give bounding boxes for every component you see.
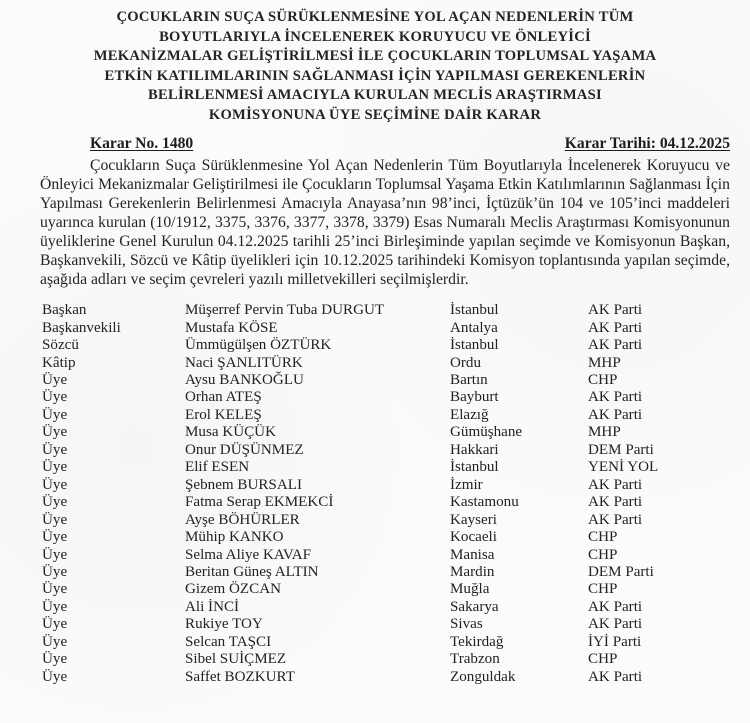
member-party: MHP — [588, 354, 621, 371]
member-party: DEM Parti — [588, 441, 654, 458]
member-party: CHP — [588, 651, 618, 668]
member-role: Başkanvekili — [42, 319, 121, 336]
decision-number: Karar No. 1480 — [90, 134, 194, 152]
member-name: Beritan Güneş ALTIN — [185, 564, 319, 581]
member-row — [42, 669, 732, 686]
member-party: CHP — [588, 372, 618, 389]
title-line-5: BELİRLENMESİ AMACIYLA KURULAN MECLİS ARAŞTIRMASI — [148, 87, 602, 104]
member-party: CHP — [588, 546, 618, 563]
member-party: AK Parti — [588, 337, 643, 354]
member-province: Sivas — [450, 616, 483, 633]
member-party: AK Parti — [588, 494, 643, 511]
member-role: Üye — [42, 424, 68, 441]
member-name: Fatma Serap EKMEKCİ — [185, 494, 334, 511]
member-party: AK Parti — [588, 389, 643, 406]
member-role: Kâtip — [42, 354, 76, 371]
member-province: Antalya — [450, 319, 498, 336]
member-party: AK Parti — [588, 319, 643, 336]
member-party: CHP — [588, 581, 618, 598]
member-name: Ayşe BÖHÜRLER — [185, 511, 300, 528]
member-row — [42, 616, 732, 633]
member-role: Üye — [42, 494, 68, 511]
member-province: Manisa — [450, 546, 495, 563]
member-party: MHP — [588, 424, 621, 441]
member-name: Erol KELEŞ — [185, 406, 262, 423]
member-name: Ümmügülşen ÖZTÜRK — [185, 337, 332, 354]
member-row — [42, 512, 732, 529]
member-row — [42, 355, 732, 372]
member-row — [42, 320, 732, 337]
member-name: Ali İNCİ — [185, 598, 240, 615]
member-province: Bartın — [450, 372, 488, 389]
decision-body-paragraph: Çocukların Suça Sürüklenmesine Yol Açan Nedenlerin Tüm Boyutlarıyla İncelenerek Koruyucu ve Önleyici Mekanizmalar Geliştirilmesi ile Çocukların Toplumsal Yaşama Etkin Katılımlarının Sağlanması İçin Yapılması Gerekenlerin Belirlenmesi Amacıyla Anayasa’nın 98’inci, İçtüzük’ün 104 ve 105’inci maddeleri uyarınca kurulan (10/1912, 3375, 3376, 3377, 3378, 3379) Esas Numaralı Meclis Araştırması Komisyonunun üyeliklerine Genel Kurulun 04.12.2025 tarihli 25’inci Birleşiminde yapılan seçimde ve Komisyonun Başkan, Başkanvekili, Sözcü ve Kâtip üyelikleri için 10.12.2025 tarihindeki Komisyon toplantısında yapılan seçimde, aşağıda adları ve seçim çevreleri yazılı milletvekilleri seçilmişlerdir. — [40, 156, 730, 289]
member-party: AK Parti — [588, 616, 643, 633]
member-row — [42, 581, 732, 598]
member-name: Sibel SUİÇMEZ — [185, 651, 287, 668]
member-name: Musa KÜÇÜK — [185, 424, 276, 441]
member-name: Gizem ÖZCAN — [185, 581, 281, 598]
member-province: Gümüşhane — [450, 424, 523, 441]
member-row — [42, 494, 732, 511]
member-role: Üye — [42, 459, 68, 476]
member-party: AK Parti — [588, 511, 643, 528]
member-province: Mardin — [450, 564, 495, 581]
member-row — [42, 547, 732, 564]
member-row — [42, 302, 732, 319]
member-province: Bayburt — [450, 389, 499, 406]
member-role: Üye — [42, 511, 68, 528]
member-role: Üye — [42, 668, 68, 685]
member-row — [42, 337, 732, 354]
member-row — [42, 372, 732, 389]
member-party: CHP — [588, 529, 618, 546]
decision-meta-row — [90, 135, 730, 153]
member-name: Orhan ATEŞ — [185, 389, 262, 406]
decision-date: Karar Tarihi: 04.12.2025 — [564, 134, 730, 152]
title-line-3: MEKANİZMALAR GELİŞTİRİLMESİ İLE ÇOCUKLARIN TOPLUMSAL YAŞAMA — [93, 48, 657, 65]
member-row — [42, 477, 732, 494]
member-province: Sakarya — [450, 598, 499, 615]
member-party: YENİ YOL — [588, 459, 659, 476]
member-party: İYİ Parti — [588, 633, 642, 650]
member-row — [42, 599, 732, 616]
member-party: AK Parti — [588, 476, 643, 493]
member-name: Selma Aliye KAVAF — [185, 546, 312, 563]
member-province: Kastamonu — [450, 494, 519, 511]
member-name: Aysu BANKOĞLU — [185, 372, 304, 389]
member-province: İstanbul — [450, 459, 499, 476]
member-role: Üye — [42, 476, 68, 493]
member-role: Üye — [42, 633, 68, 650]
member-party: AK Parti — [588, 406, 643, 423]
member-role: Üye — [42, 564, 68, 581]
member-name: Rukiye TOY — [185, 616, 263, 633]
title-line-6: KOMİSYONUNA ÜYE SEÇİMİNE DAİR KARAR — [208, 106, 542, 123]
member-role: Üye — [42, 372, 68, 389]
member-role: Üye — [42, 598, 68, 615]
member-name: Selcan TAŞCI — [185, 633, 272, 650]
member-name: Müşerref Pervin Tuba DURGUT — [185, 302, 385, 319]
member-province: İzmir — [450, 476, 483, 493]
member-province: İstanbul — [450, 337, 499, 354]
member-role: Üye — [42, 406, 68, 423]
member-party: DEM Parti — [588, 564, 654, 581]
member-row — [42, 442, 732, 459]
document-title — [0, 0, 750, 126]
member-role: Üye — [42, 529, 68, 546]
member-role: Üye — [42, 581, 68, 598]
member-role: Üye — [42, 651, 68, 668]
title-line-4: ETKİN KATILIMLARININ SAĞLANMASI İÇİN YAPILMASI GEREKENLERİN — [104, 67, 646, 84]
member-row — [42, 389, 732, 406]
member-name: Mustafa KÖSE — [185, 319, 278, 336]
member-role: Üye — [42, 546, 68, 563]
title-line-1: ÇOCUKLARIN SUÇA SÜRÜKLENMESİNE YOL AÇAN NEDENLERİN TÜM — [116, 9, 634, 25]
member-province: Kocaeli — [450, 529, 497, 546]
member-province: Zonguldak — [450, 668, 516, 685]
member-row — [42, 651, 732, 668]
member-name: Mühip KANKO — [185, 529, 284, 546]
member-province: Muğla — [450, 581, 490, 598]
member-name: Elif ESEN — [185, 459, 250, 476]
members-table — [42, 302, 732, 686]
member-row — [42, 634, 732, 651]
member-name: Saffet BOZKURT — [185, 668, 295, 685]
member-province: İstanbul — [450, 302, 499, 319]
member-province: Elazığ — [450, 406, 489, 423]
title-line-2: BOYUTLARIYLA İNCELENEREK KORUYUCU VE ÖNLEYİCİ — [159, 28, 591, 45]
member-role: Üye — [42, 389, 68, 406]
member-party: AK Parti — [588, 302, 643, 319]
member-province: Ordu — [450, 354, 482, 371]
member-row — [42, 407, 732, 424]
member-province: Hakkari — [450, 441, 499, 458]
member-row — [42, 529, 732, 546]
member-role: Üye — [42, 616, 68, 633]
member-name: Naci ŞANLITÜRK — [185, 354, 303, 371]
member-role: Üye — [42, 441, 68, 458]
member-row — [42, 564, 732, 581]
member-row — [42, 424, 732, 441]
member-province: Kayseri — [450, 511, 497, 528]
member-party: AK Parti — [588, 598, 643, 615]
member-role: Başkan — [42, 302, 87, 319]
member-party: AK Parti — [588, 668, 643, 685]
member-province: Trabzon — [450, 651, 500, 668]
member-role: Sözcü — [42, 337, 79, 354]
member-province: Tekirdağ — [450, 633, 504, 650]
member-name: Onur DÜŞÜNMEZ — [185, 441, 304, 458]
member-name: Şebnem BURSALI — [185, 476, 302, 493]
member-row — [42, 459, 732, 476]
